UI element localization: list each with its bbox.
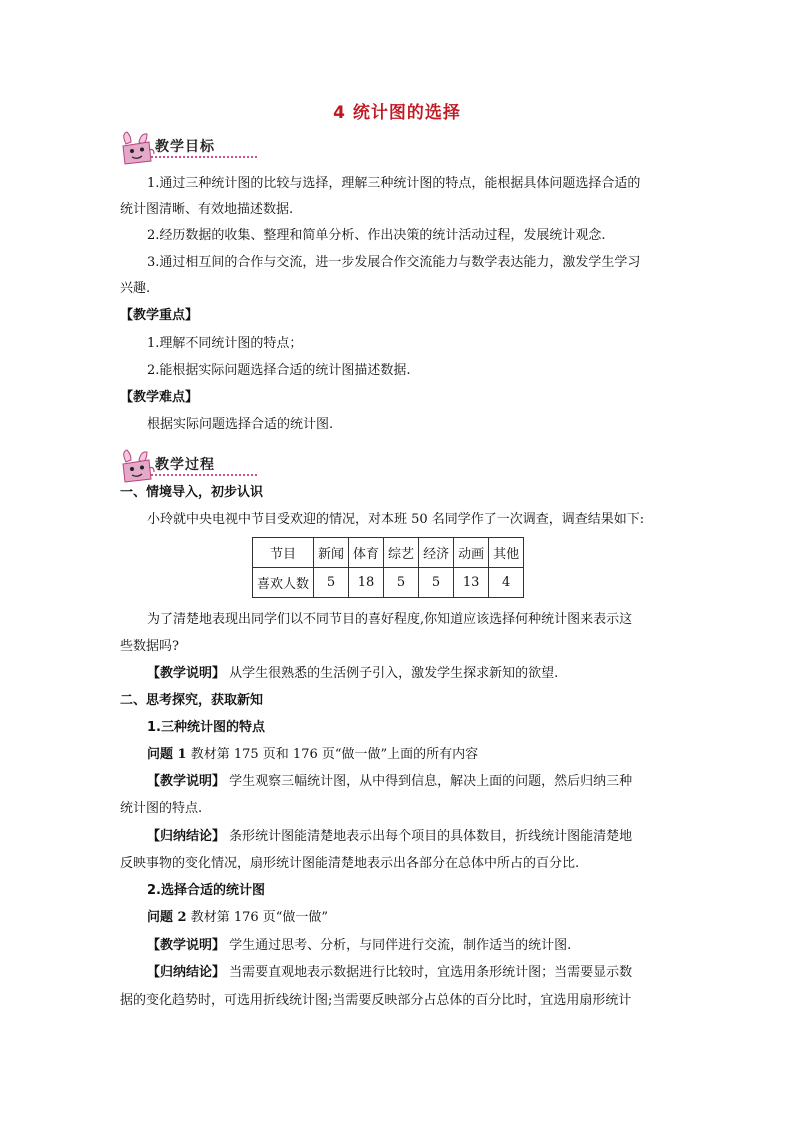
goal-1-line-2: 统计图清晰、有效地描述数据.: [120, 202, 294, 217]
section-label-process: 教学过程: [155, 457, 215, 473]
part-1-question-line-2: 些数据吗?: [120, 639, 179, 654]
note-text: 从学生很熟悉的生活例子引入，激发学生探求新知的欲望.: [225, 666, 559, 681]
difficulty-label: 【教学难点】: [120, 390, 199, 405]
question-label: 问题 2: [147, 910, 187, 925]
section-underline: [151, 156, 257, 158]
goal-1-line-1: 1.通过三种统计图的比较与选择，理解三种统计图的特点，能根据具体问题选择合适的: [147, 176, 641, 191]
conclusion-text: 当需要直观地表示数据进行比较时，宜选用条形统计图；当需要显示数: [225, 965, 633, 980]
part-2-sub-2: 2.选择合适的统计图: [147, 883, 265, 898]
table-cell: 体育: [349, 538, 384, 568]
note-label: 【教学说明】: [147, 774, 226, 789]
question-text: 教材第 175 页和 176 页“做一做”上面的所有内容: [186, 747, 479, 762]
part-1-heading: 一、情境导入，初步认识: [120, 485, 264, 500]
note-1-line-1: [147, 773, 632, 791]
table-cell: 动画: [454, 538, 489, 568]
part-2-sub-1: 1.三种统计图的特点: [147, 720, 265, 735]
table-cell: 节目: [253, 538, 314, 568]
table-cell: 经济: [419, 538, 454, 568]
question-text: 教材第 176 页“做一做”: [186, 910, 329, 925]
table-row: [253, 538, 524, 568]
table-cell: 5: [419, 568, 454, 598]
part-2-heading: 二、思考探究，获取新知: [120, 693, 264, 708]
table-cell: 新闻: [314, 538, 349, 568]
note-text: 学生通过思考、分析，与同伴进行交流，制作适当的统计图.: [225, 938, 572, 953]
section-underline: [151, 474, 257, 476]
table-cell: 5: [384, 568, 419, 598]
page-title: 4 统计图的选择: [333, 103, 461, 123]
table-cell: 18: [349, 568, 384, 598]
table-cell: 综艺: [384, 538, 419, 568]
survey-table: [252, 537, 524, 598]
key-point-2: 2.能根据实际问题选择合适的统计图描述数据.: [147, 363, 411, 378]
conclusion-text: 条形统计图能清楚地表示出每个项目的具体数目，折线统计图能清楚地: [225, 829, 633, 844]
cartoon-mascot-icon: [117, 446, 157, 486]
table-cell: 其他: [489, 538, 524, 568]
note-2: [147, 937, 571, 955]
question-label: 问题 1: [147, 747, 187, 762]
conclusion-2-line-1: [147, 964, 632, 982]
note-text: 学生观察三幅统计图，从中得到信息，解决上面的问题，然后归纳三种: [225, 774, 633, 789]
table-row: [253, 568, 524, 598]
question-2: [147, 909, 328, 927]
key-point-1: 1.理解不同统计图的特点；: [147, 336, 303, 351]
goal-3-line-2: 兴趣.: [120, 281, 151, 296]
table-cell: 喜欢人数: [253, 568, 314, 598]
section-label-goals: 教学目标: [155, 139, 215, 155]
section-header-goals: [117, 128, 257, 168]
note-label: 【教学说明】: [147, 666, 226, 681]
question-1: [147, 746, 478, 764]
conclusion-label: 【归纳结论】: [147, 829, 226, 844]
cartoon-mascot-icon: [117, 128, 157, 168]
part-1-intro: 小玲就中央电视中节目受欢迎的情况，对本班 50 名同学作了一次调查，调查结果如下:: [147, 512, 645, 527]
conclusion-1-line-1: [147, 828, 632, 846]
section-header-process: [117, 446, 257, 486]
goal-3-line-1: 3.通过相互间的合作与交流，进一步发展合作交流能力与数学表达能力，激发学生学习: [147, 255, 641, 270]
key-points-label: 【教学重点】: [120, 308, 199, 323]
conclusion-2-line-2: 据的变化趋势时，可选用折线统计图;当需要反映部分占总体的百分比时，宜选用扇形统计: [120, 993, 632, 1008]
table-cell: 4: [489, 568, 524, 598]
part-1-question-line-1: 为了清楚地表现出同学们以不同节目的喜好程度,你知道应该选择何种统计图来表示这: [147, 612, 633, 627]
note-1-line-2: 统计图的特点.: [120, 801, 203, 816]
goal-2: 2.经历数据的收集、整理和简单分析、作出决策的统计活动过程，发展统计观念.: [147, 228, 606, 243]
table-cell: 5: [314, 568, 349, 598]
table-cell: 13: [454, 568, 489, 598]
part-1-note: [147, 665, 558, 683]
difficulty-1: 根据实际问题选择合适的统计图.: [147, 417, 334, 432]
note-label: 【教学说明】: [147, 938, 226, 953]
conclusion-label: 【归纳结论】: [147, 965, 226, 980]
conclusion-1-line-2: 反映事物的变化情况，扇形统计图能清楚地表示出各部分在总体中所占的百分比.: [120, 856, 580, 871]
